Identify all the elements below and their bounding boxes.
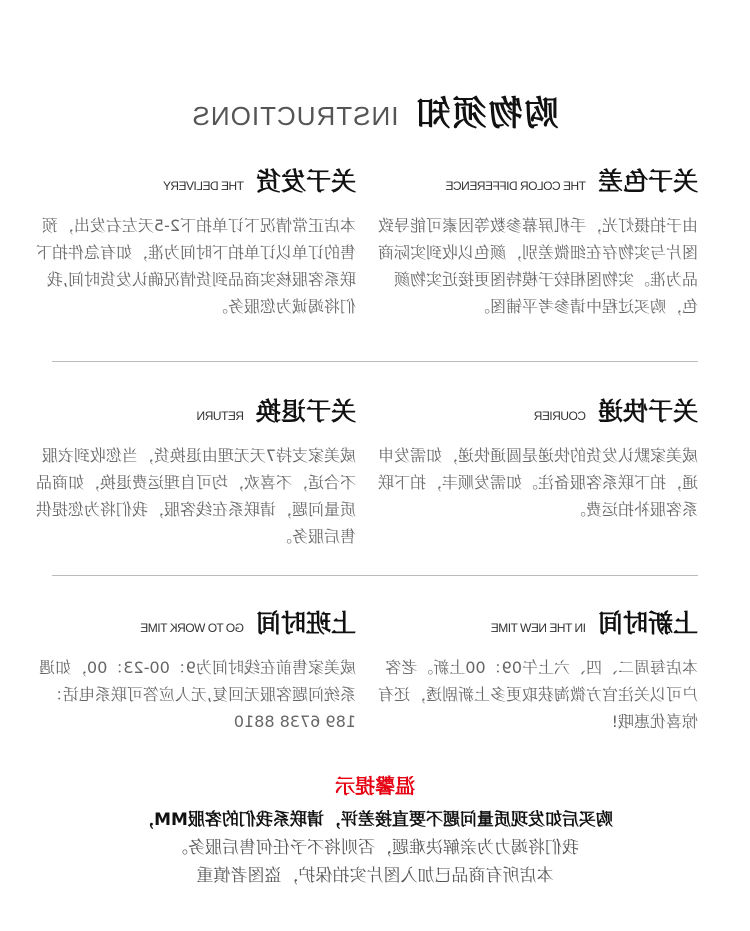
section-subtitle: COURIER (534, 409, 586, 423)
section-title: 上班时间 (255, 609, 356, 638)
section-subtitle: RETURN (196, 409, 244, 423)
heading-english: INSTRUCTIONS (191, 101, 399, 131)
section-body: 威美家支持7天无理由退换货，当您收到衣服不合适，不喜欢，均可自理运费退换，如商品质量问题，请联系在线客服，我们将为您提供售后服务。 (35, 446, 356, 546)
section-new-time (378, 604, 698, 735)
section-body: 由于拍摄灯光，手机屏幕参数等因素可能导致图片与实物存在细微差别，颜色以收到实际商品为准。实物图相较于模特图更接近实物颜色，购买过程中请参考平铺图。 (377, 216, 698, 316)
tips-line-2: 我们将竭力为亲解决难题，否则将不予任何售后服务。 (171, 838, 579, 858)
page-heading (0, 86, 750, 135)
tips-line-3: 本店所有商品已加入图片实拍保护，盗图者慎重 (196, 866, 554, 886)
section-subtitle: THE DELIVERY (163, 179, 244, 193)
section-body: 本店正常情况下订单拍下2-5天左右发出，预售的订单以订单拍下时间为准，如有急件拍下联系客服核实商品到货情况确认发货时间,我们将竭诚为您服务。 (35, 216, 356, 316)
section-work-time (36, 604, 356, 735)
section-subtitle: IN THE NEW TIME (491, 621, 586, 635)
section-title: 上新时间 (597, 609, 698, 638)
tips-title: 温馨提示 (335, 774, 415, 798)
section-title: 关于发货 (255, 167, 356, 196)
section-body: 威美家售前在线时间为9：00-23：00，如遇系统问题客服无回复,无人应答可联系电话：189 6738 8810 (38, 658, 356, 731)
section-delivery (36, 162, 356, 320)
section-body: 威美家默认发货的快递是圆通快递，如需发申通，拍下联系客服备注。如需发顺丰，拍下联系客服补拍运费。 (377, 446, 698, 519)
section-return (36, 392, 356, 550)
section-title: 关于色差 (597, 167, 698, 196)
heading-chinese: 购物须知 (414, 94, 559, 134)
section-title: 关于快递 (597, 397, 698, 426)
section-color-difference (378, 162, 698, 320)
tips-text (0, 806, 750, 890)
section-body: 本店每周二、四、六上午09：00上新。老客户可以关注官方微淘获取更多上新剧透，还有惊喜优惠哦! (377, 658, 698, 731)
divider (52, 575, 698, 576)
section-subtitle: GO TO WORK TIME (140, 621, 244, 635)
section-title: 关于退换 (255, 397, 356, 426)
section-subtitle: THE COLOR DIFFERENCE (445, 179, 586, 193)
divider (52, 361, 698, 362)
section-courier (378, 392, 698, 523)
tips-line-1: 购买后如发现质量问题不要直接差评，请联系我们的客服MM， (137, 810, 613, 830)
